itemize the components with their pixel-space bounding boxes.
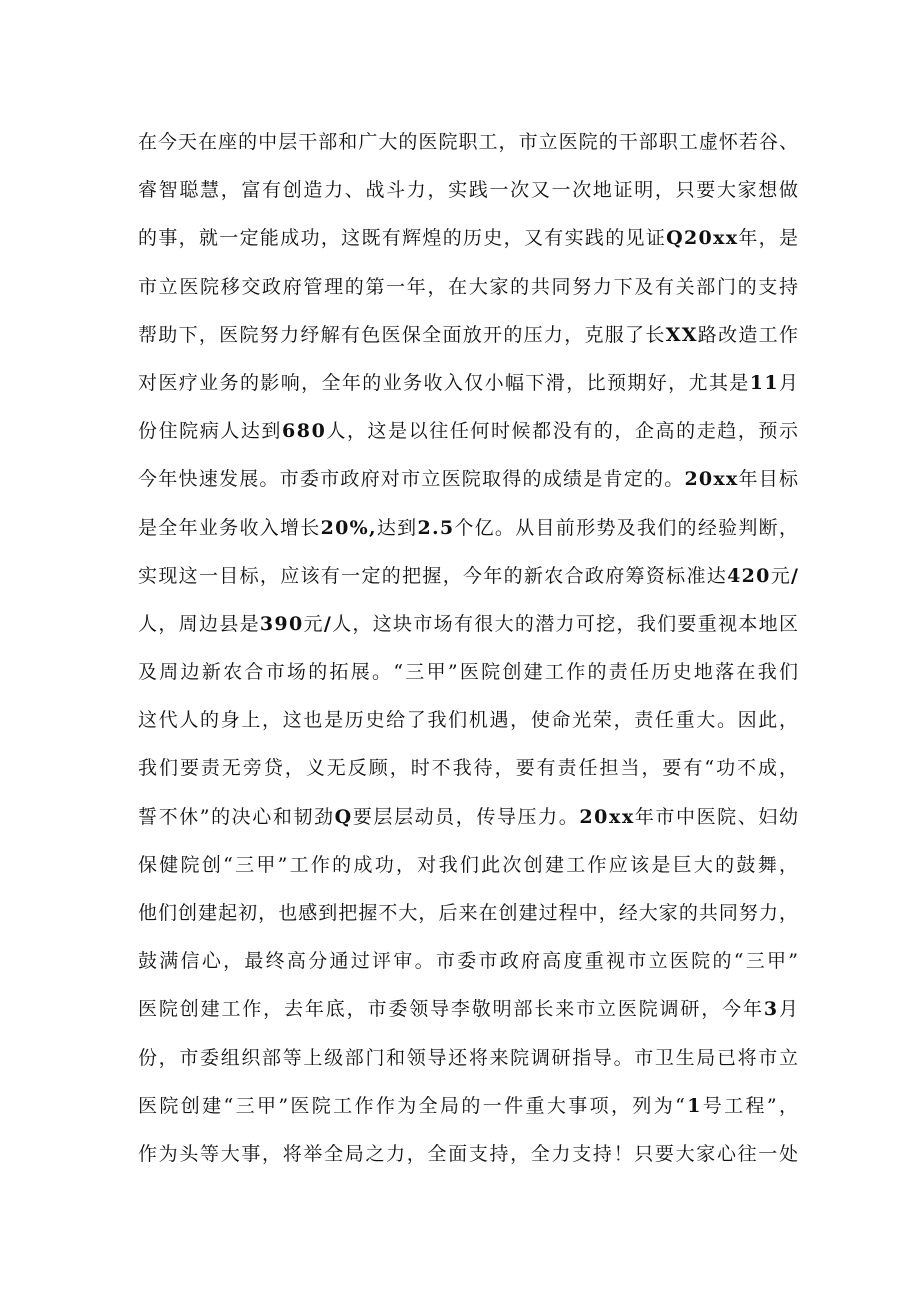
bold-run: 420: [727, 564, 771, 587]
text-line-content: 及周边新农合市场的拓展。“三甲”医院创建工作的责任历史地落在我们: [138, 661, 801, 684]
bold-run: 680: [282, 420, 327, 443]
text-line-content: 他们创建起初，也感到把握不大，后来在创建过程中，经大家的共同努力，: [138, 902, 800, 924]
text-line: [138, 504, 798, 552]
text-line: [138, 600, 798, 648]
text-line: [138, 985, 798, 1033]
text-line-content: 鼓满信心，最终高分通过评审。市委市政府高度重视市立医院的“三甲”: [138, 950, 801, 973]
text-line-content: 帮助下，医院努力纾解有色医保全面放开的压力，克服了长XX路改造工作: [138, 323, 800, 346]
text-line-content: 的事，就一定能成功，这既有辉煌的历史，又有实践的见证Q20xx年，是: [138, 227, 800, 250]
text-line-content: 我们要责无旁贷，义无反顾，时不我待，要有责任担当，要有“功不成，: [138, 757, 800, 780]
text-line-content: 份住院病人达到680人，这是以往任何时候都没有的，企高的走趋，预示: [138, 420, 800, 443]
bold-run: 11: [749, 371, 779, 394]
text-line-content: 誓不休”的决心和韧劲Q要层层动员，传导压力。20xx年市中医院、妇幼: [138, 805, 800, 828]
text-line-content: 市立医院移交政府管理的第一年，在大家的共同努力下及有关部门的支持: [138, 275, 800, 298]
bold-run: /: [791, 564, 800, 587]
bold-run: 390: [259, 612, 304, 635]
text-line: [138, 1130, 798, 1178]
text-line-content: 作为头等大事，将举全局之力，全面支持，全力支持！只要大家心往一处: [138, 1142, 800, 1165]
text-line: [138, 118, 798, 166]
bold-run: XX: [665, 323, 698, 346]
text-line: [138, 214, 798, 262]
text-line-content: 这代人的身上，这也是历史给了我们机遇，使命光荣，责任重大。因此，: [138, 709, 800, 732]
text-line-content: 保健院创“三甲”工作的成功，对我们此次创建工作应该是巨大的鼓舞，: [138, 853, 801, 876]
bold-run: 20xx: [579, 805, 635, 828]
bold-run: 2.5: [417, 516, 455, 539]
text-line-content: 人，周边县是390元/人，这块市场有很大的潜力可挖，我们要重视本地区: [138, 612, 800, 635]
text-line-content: 今年快速发展。市委市政府对市立医院取得的成绩是肯定的。20xx年目标: [138, 468, 800, 491]
text-line-content: 睿智聪慧，富有创造力、战斗力，实践一次又一次地证明，只要大家想做: [138, 179, 800, 202]
text-line: [138, 1034, 798, 1082]
text-line-content: 医院创建“三甲”医院工作作为全局的一件重大事项，列为“1号工程”，: [138, 1094, 801, 1117]
text-line: [138, 359, 798, 407]
text-line: [138, 841, 801, 889]
text-line: [138, 648, 801, 696]
body-text: [138, 118, 801, 1178]
text-line: [138, 744, 798, 792]
bold-run: /: [323, 612, 333, 635]
text-line: [138, 552, 798, 600]
bold-run: 3: [763, 998, 779, 1021]
bold-run: Q20xx: [666, 227, 739, 250]
text-line: [138, 455, 798, 503]
text-line: [138, 696, 798, 744]
bold-run: 20%,: [320, 516, 377, 539]
text-line-content: 医院创建工作，去年底，市委领导李敬明部长来市立医院调研，今年3月: [138, 998, 800, 1021]
text-line-content: 是全年业务收入增长20%,达到2.5个亿。从目前形势及我们的经验判断，: [138, 516, 800, 539]
text-line: [138, 937, 801, 985]
text-line: [138, 1082, 801, 1130]
text-line-content: 在今天在座的中层干部和广大的医院职工，市立医院的干部职工虚怀若谷、: [138, 131, 800, 153]
text-line: [138, 407, 798, 455]
text-line-content: 对医疗业务的影响，全年的业务收入仅小幅下滑，比预期好，尤其是11月: [138, 371, 800, 394]
text-line: [138, 263, 798, 311]
text-line: [138, 889, 798, 937]
bold-run: 1: [687, 1094, 703, 1117]
bold-run: 20xx: [684, 468, 739, 491]
bold-run: Q: [334, 805, 353, 828]
text-line: [138, 793, 798, 841]
text-line: [138, 166, 798, 214]
text-line-content: 份，市委组织部等上级部门和领导还将来院调研指导。市卫生局已将市立: [138, 1046, 800, 1069]
text-line-content: 实现这一目标，应该有一定的把握，今年的新农合政府筹资标准达420元/: [138, 564, 800, 587]
text-line: [138, 311, 798, 359]
